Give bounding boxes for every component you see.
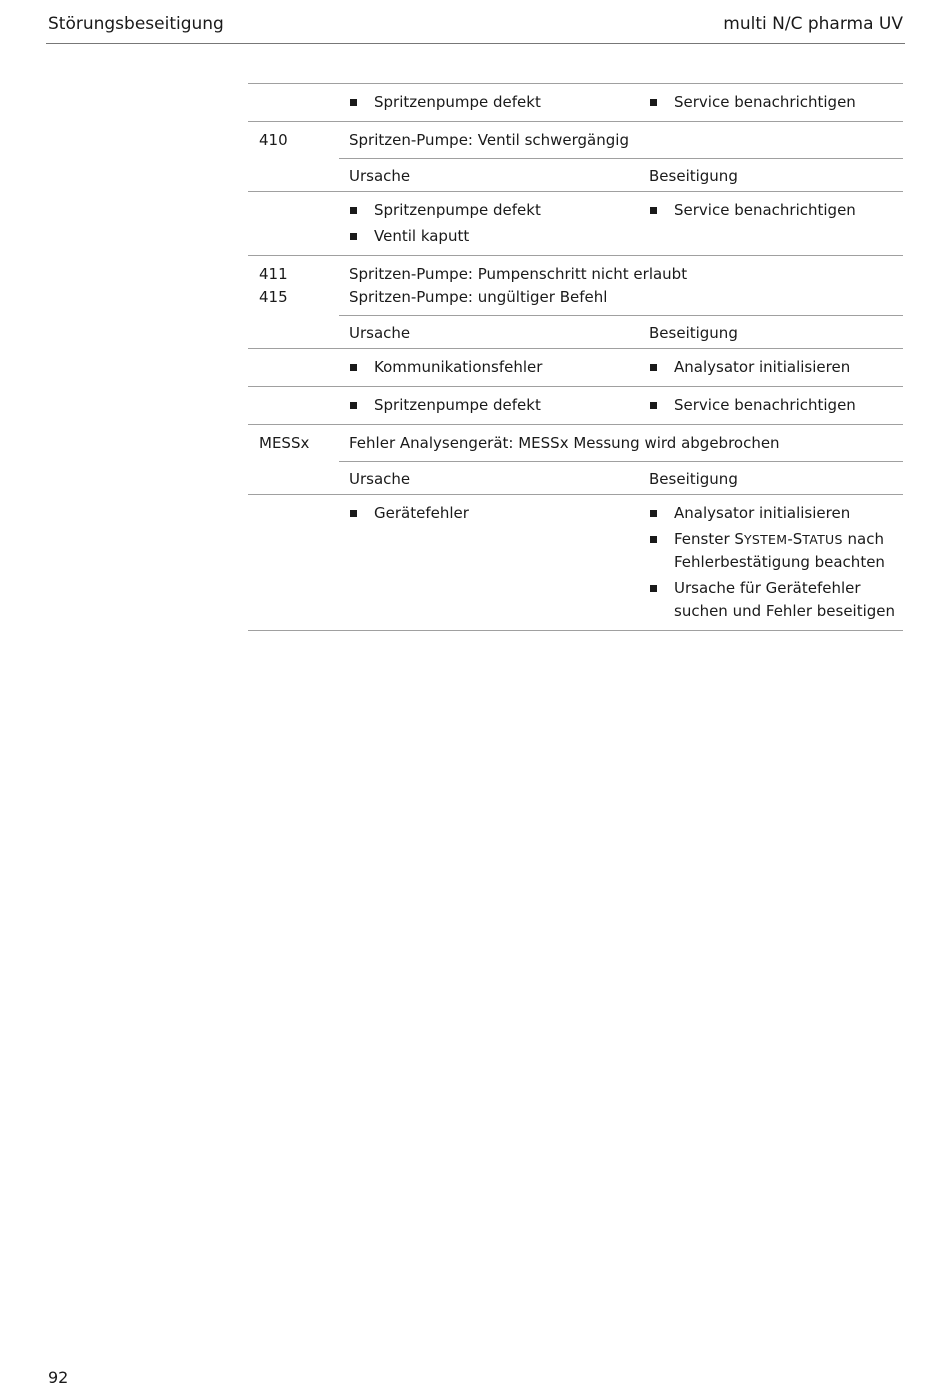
bullet-icon [650,99,657,106]
fix-cell [639,349,903,386]
table-row [248,192,903,256]
error-code: 410 [259,131,288,149]
table-row [248,495,903,631]
error-title: Spritzen-Pumpe: Pumpenschritt nicht erlaubt Spritzen-Pumpe: ungültiger Befehl [349,265,688,306]
cause-cell [339,192,639,255]
table-row [248,387,903,425]
bullet-icon [650,510,657,517]
bullet-icon [350,402,357,409]
cause-header: Ursache [349,470,411,488]
column-header-row [248,462,903,495]
chapter-title: Störungsbeseitigung [48,14,224,34]
error-title-row [248,256,903,316]
list-item: Kommunikationsfehler [349,356,639,379]
list-item: Service benachrichtigen [649,394,897,417]
bullet-icon [350,233,357,240]
list-item: Analysator initialisieren [649,356,897,379]
list-item: Ursache für Gerätefehler suchen und Fehler beseitigen [649,577,897,623]
column-header-row [248,316,903,349]
bullet-icon [350,99,357,106]
cause-cell [339,349,639,386]
error-title: Spritzen-Pumpe: Ventil schwergängig [349,131,629,149]
cause-cell [339,84,639,121]
fix-header: Beseitigung [649,470,738,488]
error-title-row [248,425,903,462]
bullet-icon [650,402,657,409]
error-code: MESSx [259,434,310,452]
bullet-icon [650,207,657,214]
bullet-icon [650,536,657,543]
list-item: Spritzenpumpe defekt [349,199,639,222]
list-item: Analysator initialisieren [649,502,897,525]
cause-header: Ursache [349,324,411,342]
bullet-icon [350,510,357,517]
fix-cell [639,84,903,121]
bullet-icon [650,585,657,592]
list-item: Spritzenpumpe defekt [349,394,639,417]
error-code: 411 415 [259,265,288,306]
fix-cell [639,387,903,424]
column-header-row [248,159,903,192]
list-item: Gerätefehler [349,502,639,525]
error-table [248,83,903,631]
page-header [46,12,905,44]
fix-header: Beseitigung [649,324,738,342]
error-title: Fehler Analysengerät: MESSx Messung wird abgebrochen [349,434,780,452]
list-item: Spritzenpumpe defekt [349,91,639,114]
table-row [248,83,903,122]
bullet-icon [350,207,357,214]
fix-header: Beseitigung [649,167,738,185]
list-item: Service benachrichtigen [649,199,897,222]
list-item: Fenster SYSTEM-STATUS nach Fehlerbestätigung beachten [649,528,897,574]
list-item: Ventil kaputt [349,225,639,248]
bullet-icon [650,364,657,371]
error-title-row [248,122,903,159]
cause-header: Ursache [349,167,411,185]
bullet-icon [350,364,357,371]
cause-cell [339,387,639,424]
fix-cell [639,495,903,630]
product-name: multi N/C pharma UV [723,14,903,34]
page-number: 92 [48,1368,69,1387]
fix-cell [639,192,903,255]
code-cell [248,84,339,121]
list-item: Service benachrichtigen [649,91,897,114]
table-row [248,349,903,387]
cause-cell [339,495,639,630]
